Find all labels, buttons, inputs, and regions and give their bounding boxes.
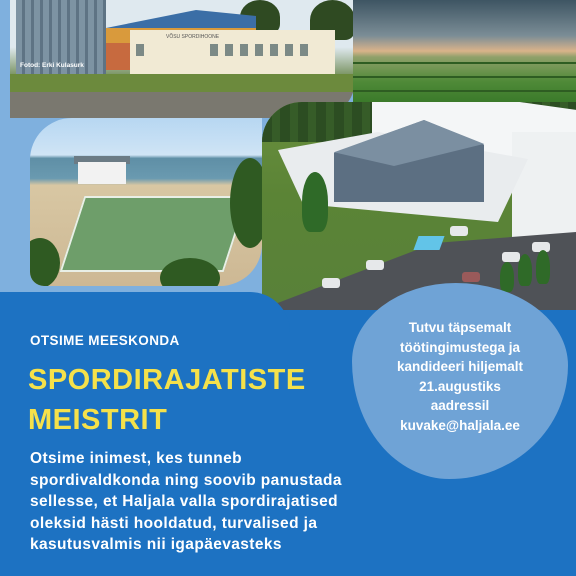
contact-email[interactable]: kuvake@haljala.ee — [400, 417, 520, 433]
kicker: OTSIME MEESKONDA — [30, 333, 180, 348]
headline — [28, 360, 348, 440]
body-text: Otsime inimest, kes tunneb spordivaldkonda ning soovib panustada sellesse, et Haljala valla spordirajatised oleksid hästi hooldatud, turvalised ja kasutusvalmis nii igapäevasteks — [30, 450, 342, 553]
bubble-line: 21.augustiks — [419, 378, 501, 394]
photo-sports-center — [262, 102, 576, 310]
bubble-line: töötingimustega ja — [399, 339, 520, 355]
photo-sports-hall — [10, 0, 355, 118]
photo-fields — [353, 0, 576, 102]
headline-line: MEISTRIT — [28, 404, 168, 436]
photo-beach-court — [30, 118, 262, 286]
bubble-line: kandideeri hiljemalt — [396, 359, 524, 374]
photo-credit: Fotod: Erki Kulasurk — [20, 62, 84, 69]
headline-line: SPORDIRAJATISTE — [28, 364, 306, 396]
building-sign: VÕSU SPORDIHOONE — [166, 34, 220, 40]
bubble-line: aadressil — [430, 398, 490, 413]
info-bubble-text — [360, 318, 560, 435]
bubble-line: Tutvu täpsemalt — [408, 320, 512, 335]
